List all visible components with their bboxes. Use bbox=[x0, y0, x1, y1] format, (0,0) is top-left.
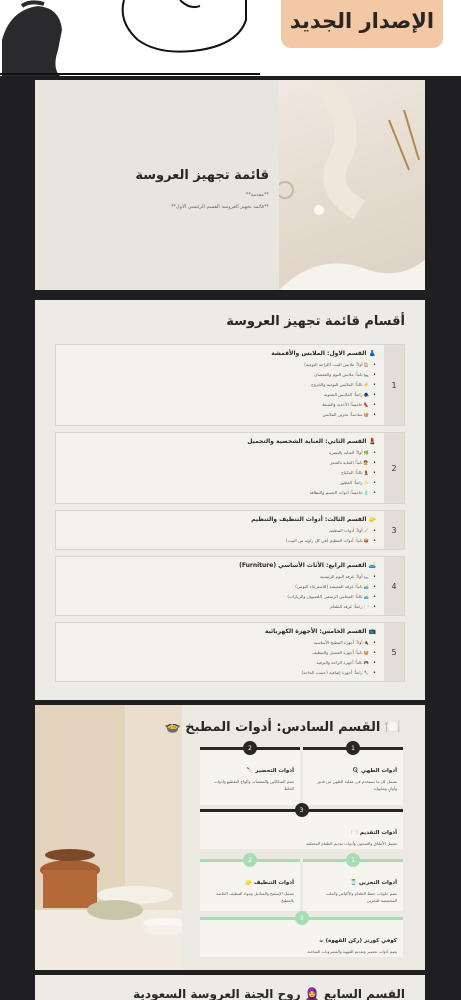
list-item: • 🔌 أولاً: أجهزة المطبخ الأساسية bbox=[62, 638, 376, 648]
section-card-3 bbox=[55, 510, 405, 550]
step-number: 1 bbox=[346, 741, 360, 755]
card-title: أدوات الطهي 🍳 bbox=[352, 768, 397, 774]
top-banner bbox=[0, 0, 461, 76]
list-item: • 🧴 خامساً: أدوات الجسم والنظافة bbox=[62, 488, 376, 498]
section-title: 👗 القسم الاول: الملابس والأقمشة bbox=[271, 350, 376, 357]
new-release-label: الإصدار الجديد bbox=[289, 9, 435, 33]
list-item: • 🧥 رابعاً: الملابس الشتوية bbox=[62, 390, 376, 400]
list-item: • 💄 ثالثاً: المكياج bbox=[62, 468, 376, 478]
card-description: يضم أدوات تحضير وتقديم القهوة والمشروبات الساخنة bbox=[307, 949, 397, 954]
section-number: 3 bbox=[384, 511, 404, 549]
section-card-2 bbox=[55, 432, 405, 504]
list-item: • ☀️ ثالثاً: الملابس اليومية والخروج bbox=[62, 380, 376, 390]
list-item: • 🛏️ أولاً: غرفة النوم الرئيسية bbox=[62, 572, 376, 582]
section-number: 2 bbox=[384, 433, 404, 503]
section-title: 📺 القسم الخامس: الأجهزة الكهربائية bbox=[264, 628, 376, 635]
list-item: • 🛋️ ثانياً: غرفة المعيشة (للاسترخاء اليومي) bbox=[62, 582, 376, 592]
card-description: تشمل الأطباق والصحون وأدوات تقديم الطعام المختلفة bbox=[306, 841, 397, 846]
slide-1-title[interactable] bbox=[35, 80, 425, 290]
slide-3-kitchen[interactable] bbox=[35, 705, 425, 970]
list-item: • 🛌 ثانياً: ملابس النوم والقمصان bbox=[62, 370, 376, 380]
step-number: 2 bbox=[243, 741, 257, 755]
slide-4-peek[interactable] bbox=[35, 975, 425, 1000]
list-item: • 👠 خامساً: الأحذية والشنط bbox=[62, 400, 376, 410]
section-card-1 bbox=[55, 344, 405, 426]
cookware-image-icon bbox=[35, 705, 182, 970]
section-title: 🧽 القسم الثالث: أدوات التنظيف والتنظيم bbox=[251, 516, 376, 523]
card-title: أدوات التنظيف 🧽 bbox=[245, 880, 294, 886]
card-description: تشمل الإسفنج والمناديل ومواد التنظيف الخاصة بالمطبخ bbox=[216, 891, 294, 903]
slide-4-heading: القسم السابع 🧕 روح الجنة العروسة السعودية bbox=[133, 987, 405, 1000]
section-title: 💄 القسم الثاني: العناية الشخصية والتجميل bbox=[247, 438, 376, 445]
step-number: 2 bbox=[243, 853, 257, 867]
kitchen-card-coffee bbox=[200, 914, 403, 957]
slide-2-sections[interactable] bbox=[35, 300, 425, 700]
step-number: 3 bbox=[295, 911, 309, 925]
card-title: أدوات التحضير 🔪 bbox=[246, 768, 294, 774]
slide-2-heading: أقسام قائمة تجهيز العروسة bbox=[226, 314, 405, 329]
section-number: 5 bbox=[384, 623, 404, 681]
kitchen-card-cooking bbox=[303, 744, 403, 805]
kitchen-photo bbox=[35, 705, 182, 970]
slide-3-heading: 🍽️ القسم السادس: أدوات المطبخ 🍲 bbox=[164, 720, 401, 735]
kitchen-card-serving bbox=[200, 806, 403, 849]
card-description: تضم حاويات حفظ الطعام والأكياس والعلب المخصصة للتخزين bbox=[326, 891, 397, 903]
section-number: 1 bbox=[384, 345, 404, 425]
list-item: • 🌿 أولاً: العناية بالبشرة bbox=[62, 448, 376, 458]
card-description: تشمل كل ما يستخدم في عملية الطهي من قدور وأوانٍ ومحوايد bbox=[316, 779, 397, 791]
card-title: أدوات التقديم 🍽️ bbox=[351, 830, 397, 836]
list-item: • 🏠 أولاً: ملابس البيت (الراحة اليومية) bbox=[62, 360, 376, 370]
slide-1-title-text: قائمة تجهيز العروسة bbox=[135, 168, 269, 183]
list-item: • 🍽️ رابعاً: غرفة الطعام bbox=[62, 602, 376, 612]
new-release-badge bbox=[281, 0, 443, 48]
kitchen-card-storage bbox=[303, 856, 403, 911]
cutlery-decor-icon bbox=[279, 80, 425, 290]
list-item: • 📦 ثانياً: أدوات التنظيم (في كل زاوية من البيت) bbox=[62, 536, 376, 546]
list-item: • 🧺 سادساً: تخزين الملابس bbox=[62, 410, 376, 420]
list-item: • 🧺 ثانياً: أجهزة الغسيل والتنظيف bbox=[62, 648, 376, 658]
step-number: 3 bbox=[295, 803, 309, 817]
section-card-5 bbox=[55, 622, 405, 682]
slide-1-subtitle-2: **قائمة تجهيز العروسة القسم الرئيسي الاول** bbox=[170, 204, 269, 210]
step-number: 1 bbox=[346, 853, 360, 867]
section-number: 4 bbox=[384, 557, 404, 615]
list-item: • ✨ رابعاً: العطور bbox=[62, 478, 376, 488]
list-item: • 🛋️ ثالثاً: المجلس الرسمي (للضيوف والزيارات) bbox=[62, 592, 376, 602]
section-card-4 bbox=[55, 556, 405, 616]
kitchen-card-cleaning bbox=[200, 856, 300, 911]
card-description: تضم السكاكين والمقصات وألواح التقطيع وأدوات الخلط bbox=[214, 779, 294, 791]
list-item: • 💇 ثانياً: العناية بالشعر bbox=[62, 458, 376, 468]
cartoon-illustration bbox=[0, 0, 260, 76]
list-item: • 🔧 رابعاً: أجهزة إضافية (حسب الحاجة) bbox=[62, 668, 376, 678]
list-item: • 🎮 ثالثاً: أجهزة الراحة والترفيه bbox=[62, 658, 376, 668]
list-item: • 🧹 أولاً: أدوات التنظيف bbox=[62, 526, 376, 536]
slide-1-photo bbox=[279, 80, 425, 290]
card-title: كوفي كورنر (ركن القهوة) ☕ bbox=[318, 938, 397, 944]
section-title: 🛋️ القسم الرابع: الأثاث الأساسي (Furniture) bbox=[239, 562, 376, 569]
card-title: أدوات التخزين 🫙 bbox=[350, 880, 397, 886]
slide-1-subtitle: **مقدمة** bbox=[245, 192, 269, 198]
kitchen-card-prep bbox=[200, 744, 300, 805]
